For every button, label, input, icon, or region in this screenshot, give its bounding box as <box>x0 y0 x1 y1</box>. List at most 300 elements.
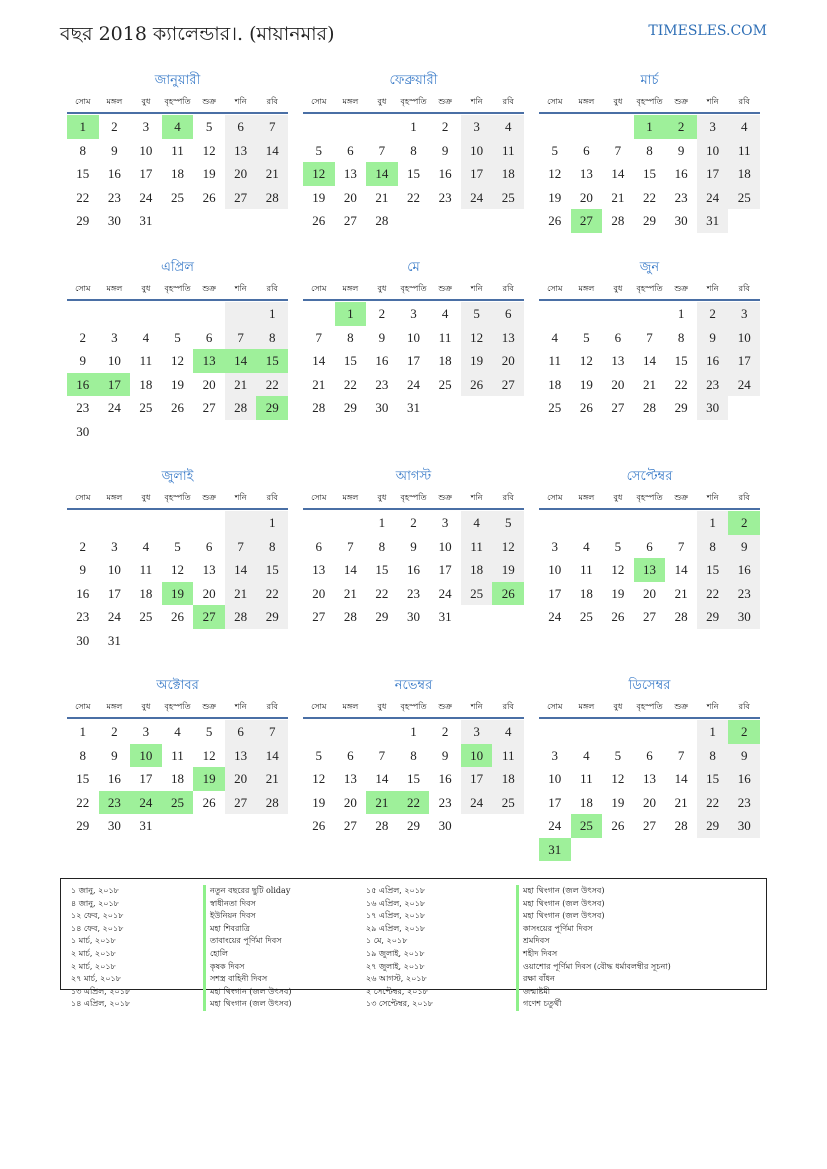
day-cell[interactable]: 7 <box>315 329 323 345</box>
day-cell[interactable]: 4 <box>461 511 493 535</box>
day-cell[interactable]: 4 <box>492 720 524 744</box>
day-cell[interactable]: 30 <box>107 213 121 228</box>
day-cell[interactable]: 19 <box>492 558 524 582</box>
day-cell[interactable]: 2 <box>728 511 760 535</box>
day-cell[interactable]: 8 <box>347 329 354 345</box>
day-cell[interactable]: 7 <box>225 535 257 559</box>
day-cell[interactable]: 12 <box>611 771 625 786</box>
day-cell[interactable]: 21 <box>225 582 257 606</box>
day-cell[interactable]: 3 <box>111 538 118 554</box>
day-cell[interactable]: 22 <box>375 585 389 601</box>
day-cell[interactable]: 30 <box>697 396 729 420</box>
day-cell[interactable]: 13 <box>492 326 524 350</box>
day-cell[interactable]: 22 <box>697 791 729 815</box>
day-cell[interactable]: 21 <box>343 585 357 601</box>
day-cell[interactable]: 9 <box>697 326 729 350</box>
day-cell[interactable]: 7 <box>378 747 386 763</box>
day-cell[interactable]: 9 <box>441 142 449 158</box>
day-cell[interactable]: 25 <box>492 791 524 815</box>
day-cell[interactable]: 19 <box>162 582 194 606</box>
day-cell[interactable]: 2 <box>378 306 386 321</box>
day-cell[interactable]: 22 <box>398 791 430 815</box>
day-cell[interactable]: 8 <box>646 142 653 158</box>
day-cell[interactable]: 2 <box>441 724 449 739</box>
day-cell[interactable]: 21 <box>674 794 688 810</box>
day-cell[interactable]: 20 <box>343 189 357 205</box>
day-cell[interactable]: 5 <box>614 538 622 554</box>
day-cell[interactable]: 18 <box>579 794 593 810</box>
day-cell[interactable]: 24 <box>406 376 420 392</box>
day-cell[interactable]: 19 <box>170 376 184 392</box>
day-cell[interactable]: 30 <box>674 213 688 228</box>
day-cell[interactable]: 18 <box>170 166 184 181</box>
day-cell[interactable]: 22 <box>256 373 288 397</box>
day-cell[interactable]: 7 <box>256 115 288 139</box>
day-cell[interactable]: 17 <box>461 162 493 186</box>
day-cell[interactable]: 18 <box>170 771 184 786</box>
day-cell[interactable]: 7 <box>347 538 354 554</box>
day-cell[interactable]: 2 <box>441 119 449 134</box>
day-cell[interactable]: 24 <box>461 186 493 210</box>
day-cell[interactable]: 1 <box>677 306 685 321</box>
day-cell[interactable]: 4 <box>162 115 194 139</box>
day-cell[interactable]: 12 <box>611 562 625 577</box>
day-cell[interactable]: 23 <box>76 400 90 415</box>
day-cell[interactable]: 1 <box>256 302 288 326</box>
day-cell[interactable]: 18 <box>579 585 593 601</box>
day-cell[interactable]: 5 <box>205 119 213 134</box>
day-cell[interactable]: 8 <box>410 142 417 158</box>
day-cell[interactable]: 5 <box>205 724 213 739</box>
day-cell[interactable]: 6 <box>225 720 257 744</box>
day-cell[interactable]: 19 <box>548 189 562 205</box>
day-cell[interactable]: 5 <box>583 329 590 345</box>
day-cell[interactable]: 24 <box>130 791 162 815</box>
day-cell[interactable]: 26 <box>579 400 593 415</box>
day-cell[interactable]: 4 <box>142 329 150 345</box>
day-cell[interactable]: 10 <box>130 744 162 768</box>
day-cell[interactable]: 1 <box>410 119 417 134</box>
day-cell[interactable]: 20 <box>225 767 257 791</box>
day-cell[interactable]: 10 <box>461 744 493 768</box>
day-cell[interactable]: 24 <box>139 189 153 205</box>
day-cell[interactable]: 8 <box>79 747 87 763</box>
day-cell[interactable]: 10 <box>461 139 493 163</box>
day-cell[interactable]: 29 <box>343 400 357 415</box>
day-cell[interactable]: 20 <box>642 794 656 810</box>
day-cell[interactable]: 20 <box>642 585 656 601</box>
day-cell[interactable]: 8 <box>697 535 729 559</box>
day-cell[interactable]: 2 <box>111 119 118 134</box>
day-cell[interactable]: 3 <box>551 538 559 554</box>
day-cell[interactable]: 26 <box>461 373 493 397</box>
day-cell[interactable]: 31 <box>697 209 729 233</box>
day-cell[interactable]: 19 <box>202 166 216 181</box>
day-cell[interactable]: 20 <box>492 349 524 373</box>
day-cell[interactable]: 2 <box>410 515 417 530</box>
day-cell[interactable]: 26 <box>170 400 184 415</box>
day-cell[interactable]: 27 <box>193 605 225 629</box>
day-cell[interactable]: 7 <box>677 538 685 554</box>
day-cell[interactable]: 8 <box>697 744 729 768</box>
day-cell[interactable]: 24 <box>697 186 729 210</box>
day-cell[interactable]: 7 <box>378 142 386 158</box>
day-cell[interactable]: 15 <box>642 166 656 181</box>
day-cell[interactable]: 24 <box>728 373 760 397</box>
day-cell[interactable]: 15 <box>256 558 288 582</box>
day-cell[interactable]: 30 <box>438 818 452 833</box>
day-cell[interactable]: 29 <box>406 818 420 833</box>
day-cell[interactable]: 17 <box>139 166 153 181</box>
day-cell[interactable]: 9 <box>728 535 760 559</box>
day-cell[interactable]: 5 <box>461 302 493 326</box>
day-cell[interactable]: 20 <box>225 162 257 186</box>
day-cell[interactable]: 19 <box>312 794 326 810</box>
day-cell[interactable]: 25 <box>139 609 153 624</box>
day-cell[interactable]: 21 <box>366 791 398 815</box>
day-cell[interactable]: 21 <box>674 585 688 601</box>
day-cell[interactable]: 19 <box>312 189 326 205</box>
day-cell[interactable]: 14 <box>312 353 326 368</box>
day-cell[interactable]: 28 <box>312 400 326 415</box>
day-cell[interactable]: 18 <box>438 353 452 368</box>
day-cell[interactable]: 16 <box>406 562 420 577</box>
day-cell[interactable]: 30 <box>375 400 389 415</box>
day-cell[interactable]: 4 <box>728 115 760 139</box>
day-cell[interactable]: 22 <box>76 189 90 205</box>
day-cell[interactable]: 20 <box>202 585 216 601</box>
day-cell[interactable]: 20 <box>343 794 357 810</box>
day-cell[interactable]: 9 <box>79 562 87 577</box>
day-cell[interactable]: 11 <box>171 747 184 763</box>
day-cell[interactable]: 14 <box>366 162 398 186</box>
day-cell[interactable]: 29 <box>256 605 288 629</box>
day-cell[interactable]: 13 <box>202 562 216 577</box>
day-cell[interactable]: 30 <box>76 632 90 648</box>
day-cell[interactable]: 27 <box>343 818 357 833</box>
day-cell[interactable]: 25 <box>548 400 562 415</box>
day-cell[interactable]: 1 <box>634 115 666 139</box>
day-cell[interactable]: 30 <box>728 605 760 629</box>
day-cell[interactable]: 7 <box>646 329 653 345</box>
day-cell[interactable]: 22 <box>697 582 729 606</box>
day-cell[interactable]: 19 <box>461 349 493 373</box>
day-cell[interactable]: 17 <box>728 349 760 373</box>
day-cell[interactable]: 8 <box>256 326 288 350</box>
day-cell[interactable]: 5 <box>315 747 323 763</box>
day-cell[interactable]: 9 <box>111 142 118 158</box>
day-cell[interactable]: 6 <box>614 329 622 345</box>
day-cell[interactable]: 23 <box>697 373 729 397</box>
day-cell[interactable]: 11 <box>171 142 184 158</box>
day-cell[interactable]: 6 <box>315 538 323 554</box>
day-cell[interactable]: 19 <box>193 767 225 791</box>
day-cell[interactable]: 10 <box>107 353 121 368</box>
day-cell[interactable]: 15 <box>256 349 288 373</box>
day-cell[interactable]: 30 <box>107 818 121 833</box>
day-cell[interactable]: 17 <box>139 771 153 786</box>
day-cell[interactable]: 11 <box>580 562 593 577</box>
day-cell[interactable]: 6 <box>347 142 354 158</box>
day-cell[interactable]: 13 <box>611 353 625 368</box>
day-cell[interactable]: 3 <box>441 515 449 530</box>
day-cell[interactable]: 10 <box>107 562 121 577</box>
day-cell[interactable]: 1 <box>256 511 288 535</box>
day-cell[interactable]: 15 <box>697 767 729 791</box>
day-cell[interactable]: 29 <box>76 213 90 228</box>
day-cell[interactable]: 5 <box>551 142 559 158</box>
day-cell[interactable]: 6 <box>225 115 257 139</box>
day-cell[interactable]: 28 <box>343 609 357 624</box>
day-cell[interactable]: 15 <box>76 771 90 786</box>
day-cell[interactable]: 25 <box>461 582 493 606</box>
day-cell[interactable]: 19 <box>611 585 625 601</box>
day-cell[interactable]: 20 <box>579 189 593 205</box>
day-cell[interactable]: 9 <box>79 353 87 368</box>
day-cell[interactable]: 27 <box>642 818 656 833</box>
day-cell[interactable]: 26 <box>611 818 625 833</box>
day-cell[interactable]: 18 <box>492 162 524 186</box>
day-cell[interactable]: 14 <box>225 558 257 582</box>
day-cell[interactable]: 11 <box>580 771 593 786</box>
day-cell[interactable]: 16 <box>438 166 452 181</box>
day-cell[interactable]: 13 <box>343 771 357 786</box>
day-cell[interactable]: 13 <box>642 771 656 786</box>
day-cell[interactable]: 28 <box>375 213 389 228</box>
day-cell[interactable]: 12 <box>548 166 562 181</box>
day-cell[interactable]: 12 <box>579 353 593 368</box>
day-cell[interactable]: 23 <box>674 189 688 205</box>
day-cell[interactable]: 3 <box>697 115 729 139</box>
day-cell[interactable]: 17 <box>548 585 562 601</box>
day-cell[interactable]: 31 <box>539 838 571 862</box>
day-cell[interactable]: 14 <box>256 139 288 163</box>
day-cell[interactable]: 25 <box>492 186 524 210</box>
day-cell[interactable]: 6 <box>492 302 524 326</box>
day-cell[interactable]: 10 <box>548 771 562 786</box>
day-cell[interactable]: 15 <box>375 562 389 577</box>
day-cell[interactable]: 17 <box>548 794 562 810</box>
day-cell[interactable]: 25 <box>170 189 184 205</box>
day-cell[interactable]: 23 <box>406 585 420 601</box>
day-cell[interactable]: 23 <box>375 376 389 392</box>
day-cell[interactable]: 21 <box>256 767 288 791</box>
day-cell[interactable]: 11 <box>438 329 452 345</box>
day-cell[interactable]: 28 <box>642 400 656 415</box>
day-cell[interactable]: 19 <box>579 376 593 392</box>
day-cell[interactable]: 2 <box>697 302 729 326</box>
day-cell[interactable]: 20 <box>312 585 326 601</box>
day-cell[interactable]: 6 <box>646 538 653 554</box>
day-cell[interactable]: 8 <box>79 142 87 158</box>
day-cell[interactable]: 29 <box>674 400 688 415</box>
day-cell[interactable]: 16 <box>438 771 452 786</box>
day-cell[interactable]: 9 <box>677 142 685 158</box>
site-link[interactable]: TIMESLES.COM <box>648 23 767 39</box>
day-cell[interactable]: 3 <box>410 306 417 321</box>
day-cell[interactable]: 5 <box>614 747 622 763</box>
day-cell[interactable]: 28 <box>256 791 288 815</box>
day-cell[interactable]: 6 <box>205 538 213 554</box>
day-cell[interactable]: 31 <box>139 213 153 228</box>
day-cell[interactable]: 21 <box>256 162 288 186</box>
day-cell[interactable]: 2 <box>111 724 118 739</box>
day-cell[interactable]: 31 <box>406 400 420 415</box>
day-cell[interactable]: 18 <box>461 558 493 582</box>
day-cell[interactable]: 29 <box>697 814 729 838</box>
day-cell[interactable]: 24 <box>438 585 452 601</box>
day-cell[interactable]: 12 <box>312 771 326 786</box>
day-cell[interactable]: 31 <box>438 609 452 624</box>
day-cell[interactable]: 14 <box>375 771 389 786</box>
day-cell[interactable]: 18 <box>728 162 760 186</box>
day-cell[interactable]: 29 <box>375 609 389 624</box>
day-cell[interactable]: 24 <box>548 818 562 833</box>
day-cell[interactable]: 27 <box>611 400 625 415</box>
day-cell[interactable]: 31 <box>107 632 121 648</box>
day-cell[interactable]: 25 <box>139 400 153 415</box>
day-cell[interactable]: 28 <box>674 818 688 833</box>
day-cell[interactable]: 22 <box>76 794 90 810</box>
day-cell[interactable]: 1 <box>79 724 87 739</box>
day-cell[interactable]: 24 <box>548 609 562 624</box>
day-cell[interactable]: 25 <box>438 376 452 392</box>
day-cell[interactable]: 22 <box>343 376 357 392</box>
day-cell[interactable]: 14 <box>674 771 688 786</box>
day-cell[interactable]: 4 <box>441 306 449 321</box>
day-cell[interactable]: 23 <box>728 791 760 815</box>
day-cell[interactable]: 11 <box>492 744 524 768</box>
day-cell[interactable]: 6 <box>205 329 213 345</box>
day-cell[interactable]: 17 <box>461 767 493 791</box>
day-cell[interactable]: 27 <box>642 609 656 624</box>
day-cell[interactable]: 18 <box>139 376 153 392</box>
day-cell[interactable]: 12 <box>202 142 216 158</box>
day-cell[interactable]: 16 <box>728 558 760 582</box>
day-cell[interactable]: 3 <box>142 119 150 134</box>
day-cell[interactable]: 17 <box>406 353 420 368</box>
day-cell[interactable]: 11 <box>728 139 760 163</box>
day-cell[interactable]: 1 <box>697 511 729 535</box>
day-cell[interactable]: 23 <box>728 582 760 606</box>
day-cell[interactable]: 20 <box>611 376 625 392</box>
day-cell[interactable]: 27 <box>312 609 326 624</box>
day-cell[interactable]: 10 <box>139 142 153 158</box>
day-cell[interactable]: 16 <box>697 349 729 373</box>
day-cell[interactable]: 26 <box>170 609 184 624</box>
day-cell[interactable]: 13 <box>343 166 357 181</box>
day-cell[interactable]: 27 <box>225 186 257 210</box>
day-cell[interactable]: 22 <box>674 376 688 392</box>
day-cell[interactable]: 4 <box>492 115 524 139</box>
day-cell[interactable]: 9 <box>728 744 760 768</box>
day-cell[interactable]: 29 <box>642 213 656 228</box>
day-cell[interactable]: 16 <box>674 166 688 181</box>
day-cell[interactable]: 13 <box>312 562 326 577</box>
day-cell[interactable]: 22 <box>256 582 288 606</box>
day-cell[interactable]: 28 <box>256 186 288 210</box>
day-cell[interactable]: 27 <box>225 791 257 815</box>
day-cell[interactable]: 16 <box>76 585 90 601</box>
day-cell[interactable]: 10 <box>438 538 452 554</box>
day-cell[interactable]: 25 <box>728 186 760 210</box>
day-cell[interactable]: 30 <box>76 423 90 439</box>
day-cell[interactable]: 3 <box>461 720 493 744</box>
day-cell[interactable]: 16 <box>375 353 389 368</box>
day-cell[interactable]: 27 <box>492 373 524 397</box>
day-cell[interactable]: 16 <box>107 166 121 181</box>
day-cell[interactable]: 4 <box>583 538 590 554</box>
day-cell[interactable]: 18 <box>548 376 562 392</box>
day-cell[interactable]: 15 <box>406 771 420 786</box>
day-cell[interactable]: 13 <box>579 166 593 181</box>
day-cell[interactable]: 25 <box>571 814 603 838</box>
day-cell[interactable]: 14 <box>343 562 357 577</box>
day-cell[interactable]: 22 <box>642 189 656 205</box>
day-cell[interactable]: 24 <box>107 609 121 624</box>
day-cell[interactable]: 8 <box>677 329 685 345</box>
day-cell[interactable]: 15 <box>674 353 688 368</box>
day-cell[interactable]: 2 <box>79 329 87 345</box>
day-cell[interactable]: 26 <box>312 818 326 833</box>
day-cell[interactable]: 13 <box>193 349 225 373</box>
day-cell[interactable]: 23 <box>76 609 90 624</box>
day-cell[interactable]: 21 <box>225 373 257 397</box>
day-cell[interactable]: 1 <box>697 720 729 744</box>
day-cell[interactable]: 16 <box>67 373 99 397</box>
day-cell[interactable]: 11 <box>139 353 153 368</box>
day-cell[interactable]: 7 <box>225 326 257 350</box>
day-cell[interactable]: 11 <box>548 353 562 368</box>
day-cell[interactable]: 12 <box>461 326 493 350</box>
day-cell[interactable]: 17 <box>99 373 131 397</box>
day-cell[interactable]: 23 <box>99 791 131 815</box>
day-cell[interactable]: 27 <box>343 213 357 228</box>
day-cell[interactable]: 23 <box>438 794 452 810</box>
day-cell[interactable]: 21 <box>642 376 656 392</box>
day-cell[interactable]: 12 <box>170 353 184 368</box>
day-cell[interactable]: 21 <box>375 189 389 205</box>
day-cell[interactable]: 17 <box>438 562 452 577</box>
day-cell[interactable]: 30 <box>406 609 420 624</box>
day-cell[interactable]: 28 <box>611 213 625 228</box>
day-cell[interactable]: 26 <box>202 189 216 205</box>
day-cell[interactable]: 26 <box>312 213 326 228</box>
day-cell[interactable]: 29 <box>697 605 729 629</box>
day-cell[interactable]: 7 <box>677 747 685 763</box>
day-cell[interactable]: 15 <box>406 166 420 181</box>
day-cell[interactable]: 12 <box>170 562 184 577</box>
day-cell[interactable]: 28 <box>225 605 257 629</box>
day-cell[interactable]: 2 <box>79 538 87 554</box>
day-cell[interactable]: 11 <box>461 535 493 559</box>
day-cell[interactable]: 6 <box>646 747 653 763</box>
day-cell[interactable]: 29 <box>256 396 288 420</box>
day-cell[interactable]: 27 <box>202 400 216 415</box>
day-cell[interactable]: 12 <box>202 747 216 763</box>
day-cell[interactable]: 17 <box>697 162 729 186</box>
day-cell[interactable]: 9 <box>410 538 417 554</box>
day-cell[interactable]: 12 <box>303 162 335 186</box>
day-cell[interactable]: 10 <box>406 329 420 345</box>
day-cell[interactable]: 7 <box>614 142 622 158</box>
day-cell[interactable]: 13 <box>634 558 666 582</box>
day-cell[interactable]: 14 <box>256 744 288 768</box>
day-cell[interactable]: 26 <box>492 582 524 606</box>
day-cell[interactable]: 14 <box>611 166 625 181</box>
day-cell[interactable]: 14 <box>642 353 656 368</box>
day-cell[interactable]: 23 <box>438 189 452 205</box>
